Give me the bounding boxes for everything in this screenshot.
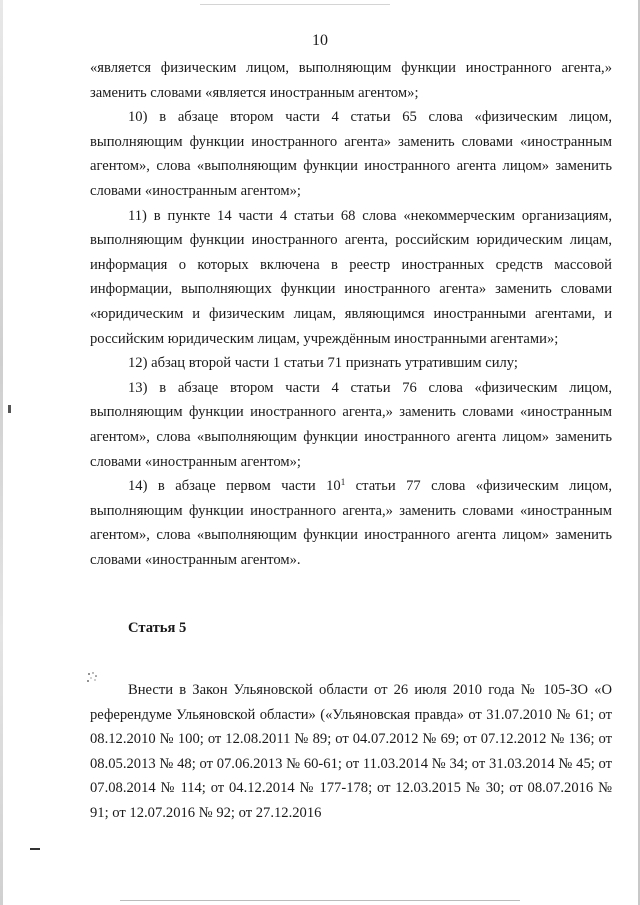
superscript: 1 — [340, 477, 346, 488]
document-body — [90, 56, 612, 826]
scan-edge-left — [0, 0, 3, 905]
paragraph-item-14 — [90, 474, 612, 572]
paragraph-item-11: 11) в пункте 14 части 4 статьи 68 слова «некоммерческим организациям, выполняющим функции иностранного агента, российским юридическим лицам, информация о которых включена в реестр иностранных средств массовой информации, выполняющих функции иностранного агента» заменить словами «юридическим и физическим лицам, являющимся иностранными агентами, и российским юридическим лицам, учреждённым иностранными агентами»; — [90, 207, 612, 347]
article-heading: Статья 5 — [128, 620, 187, 637]
paragraph-item-13: 13) в абзаце втором части 4 статьи 76 слова «физическим лицом, выполняющим функции иностранного агента,» заменить словами «иностранным агентом», слова «выполняющим функции иностранного агента лицом» заменить словами «иностранным агентом»; — [90, 379, 612, 470]
scan-speck-mark — [30, 848, 40, 850]
paragraph-item-12: 12) абзац второй части 1 статьи 71 признать утратившим силу; — [128, 355, 518, 372]
scan-artifact-line — [120, 900, 520, 901]
scan-speck-mark — [8, 405, 11, 413]
paragraph-item-10: 10) в абзаце втором части 4 статьи 65 слова «физическим лицом, выполняющим функции иностранного агента» заменить словами «иностранным агентом», слова «выполняющим функции иностранного агента лицом» заменить словами «иностранным агентом»; — [90, 109, 612, 199]
page-number: 10 — [312, 32, 328, 49]
paragraph-item-14-start: 14) в абзаце первом части 10 — [128, 478, 341, 495]
scan-artifact-line — [200, 4, 390, 5]
article-intro: Внести в Закон Ульяновской области от 26 июля 2010 года № 105-ЗО «О референдуме Ульяновской области» («Ульяновская правда» от 31.07.2010 № 61; от 08.12.2010 № 100; от 12.08.2011 № 89; от 04.07.2012 № 69; от 07.12.2012 № 136; от 08.05.2013 № 48; от 07.06.2013 № 60-61; от 11.03.2014 № 34; от 31.03.2014 № 45; от 07.08.2014 № 114; от 04.12.2014 № 177-178; от 12.03.2015 № 30; от 08.07.2016 № 91; от 12.07.2016 № 92; от 27.12.2016 — [90, 682, 612, 822]
paragraph-item-14-end: статьи 77 слова «физическим лицом, выполняющим функции иностранного агента,» заменить словами «иностранным агентом», слова «выполняющим функции иностранного агента лицом» заменить словами «иностранным агентом». — [90, 478, 612, 568]
scan-speck-mark — [86, 671, 100, 683]
paragraph-continuation: «является физическим лицом, выполняющим функции иностранного агента,» заменить словами «является иностранным агентом»; — [90, 60, 612, 101]
